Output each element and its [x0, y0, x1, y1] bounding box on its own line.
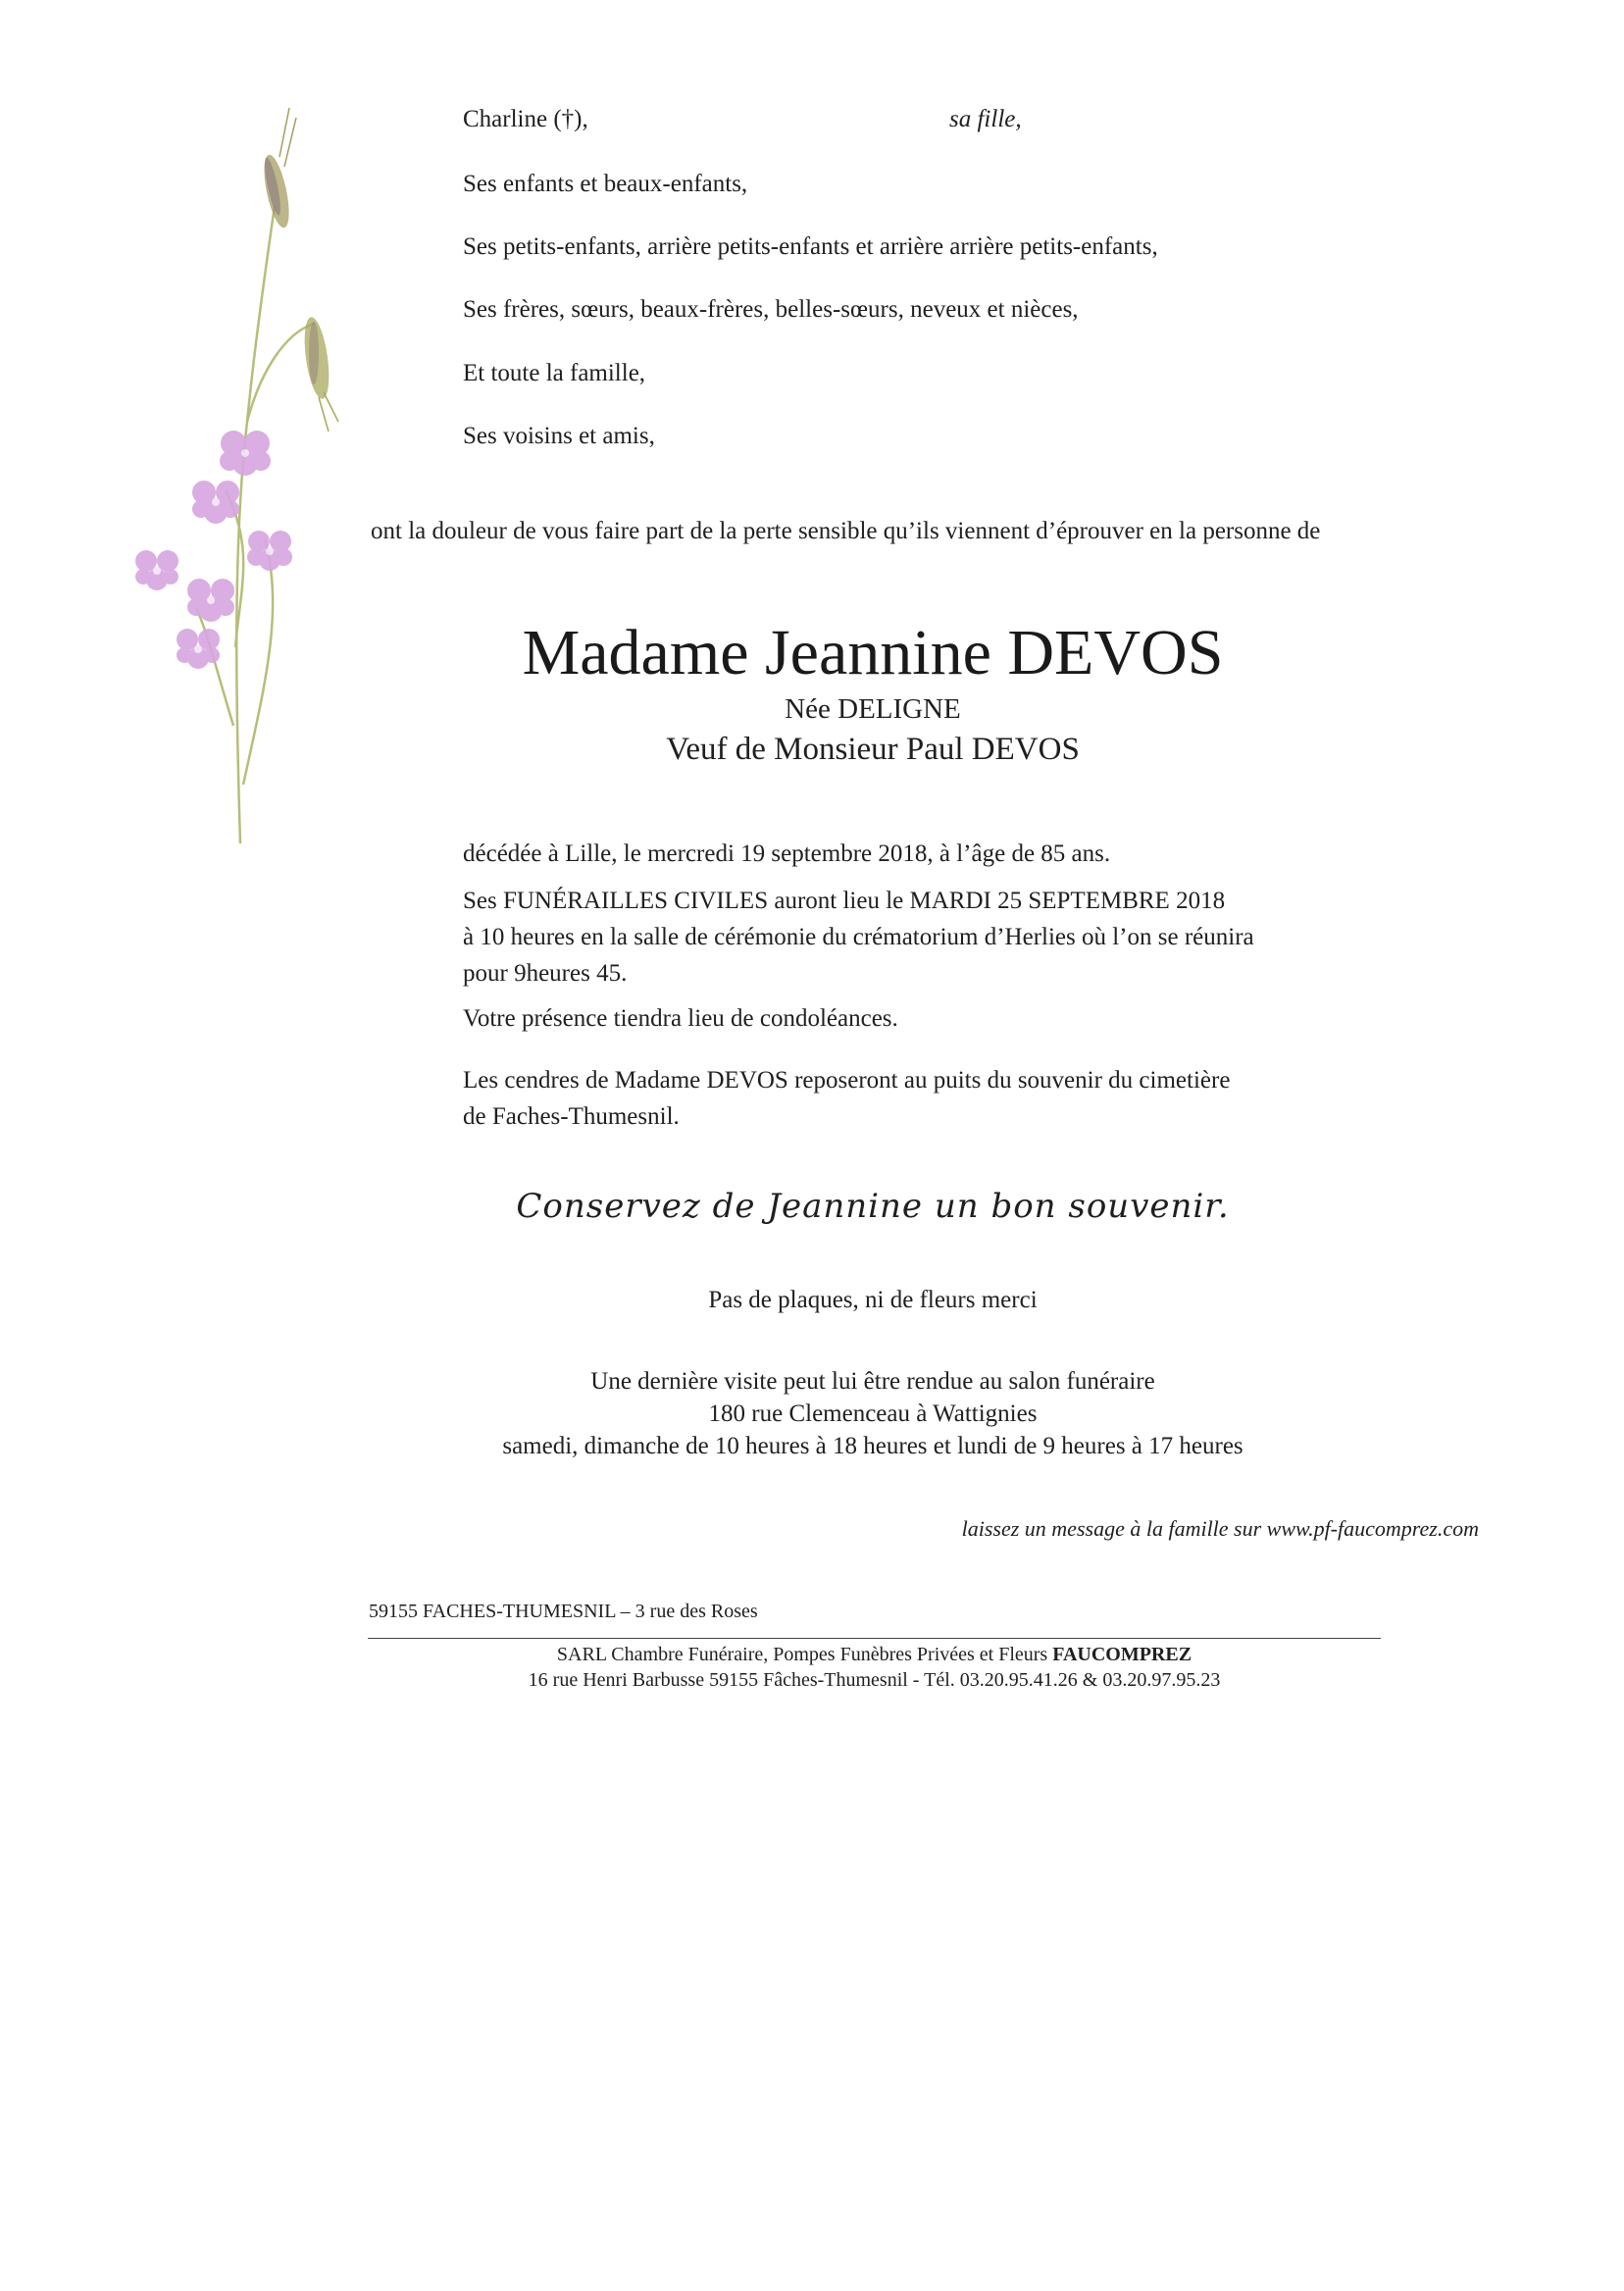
no-flowers-note: Pas de plaques, ni de fleurs merci: [708, 1287, 1038, 1313]
announcement-text: ont la douleur de vous faire part de la perte sensible qu’ils viennent d’éprouver en la personne de: [371, 518, 1321, 544]
wheat-stems: [196, 206, 314, 843]
footer-company-name: FAUCOMPREZ: [1052, 1644, 1193, 1665]
deceased-name: Madame Jeannine DEVOS: [522, 617, 1224, 688]
visit-line: samedi, dimanche de 10 heures à 18 heures et lundi de 9 heures à 17 heures: [502, 1433, 1243, 1459]
footer-company: [368, 1644, 1381, 1666]
online-message: laissez un message à la famille sur www.pf-faucomprez.com: [961, 1516, 1479, 1541]
remembrance-quote: Conservez de Jeannine un bon souvenir.: [516, 1187, 1230, 1226]
maiden-name: Née DELIGNE: [785, 693, 961, 725]
visit-line: Une dernière visite peut lui être rendue au salon funéraire: [590, 1368, 1155, 1395]
family-line: Ses enfants et beaux-enfants,: [463, 171, 748, 197]
family-relation-daughter: sa fille,: [949, 106, 1022, 132]
death-notice: décédée à Lille, le mercredi 19 septembre 2018, à l’âge de 85 ans.: [463, 840, 1111, 867]
floral-illustration: [118, 98, 363, 843]
violet-flowers: [135, 431, 292, 669]
footer-company-prefix: SARL Chambre Funéraire, Pompes Funèbres Privées et Fleurs: [556, 1644, 1048, 1665]
wheat-ear-top: [259, 108, 296, 229]
family-line: Et toute la famille,: [463, 360, 646, 386]
family-line-charline: Charline (†),: [463, 106, 588, 132]
footer-contact: 16 rue Henri Barbusse 59155 Fâches-Thumesnil - Tél. 03.20.95.41.26 & 03.20.97.95.23: [528, 1669, 1221, 1691]
visit-line: 180 rue Clemenceau à Wattignies: [708, 1400, 1038, 1427]
family-line: Ses frères, sœurs, beaux-frères, belles-sœurs, neveux et nièces,: [463, 296, 1079, 323]
funeral-line: Ses FUNÉRAILLES CIVILES auront lieu le MARDI 25 SEPTEMBRE 2018: [463, 888, 1226, 914]
wheat-ear-side: [300, 316, 338, 432]
family-line: Ses voisins et amis,: [463, 423, 655, 449]
ashes-line: Les cendres de Madame DEVOS reposeront au puits du souvenir du cimetière: [463, 1067, 1231, 1094]
condolences-note: Votre présence tiendra lieu de condoléances.: [463, 1005, 898, 1032]
widow-of: Veuf de Monsieur Paul DEVOS: [666, 732, 1080, 767]
funeral-line: à 10 heures en la salle de cérémonie du crématorium d’Herlies où l’on se réunira: [463, 924, 1254, 950]
family-address: 59155 FACHES-THUMESNIL – 3 rue des Roses: [369, 1601, 758, 1622]
ashes-line: de Faches-Thumesnil.: [463, 1103, 680, 1130]
funeral-line: pour 9heures 45.: [463, 960, 628, 987]
footer-divider: [368, 1638, 1381, 1639]
family-line: Ses petits-enfants, arrière petits-enfants et arrière arrière petits-enfants,: [463, 233, 1158, 260]
